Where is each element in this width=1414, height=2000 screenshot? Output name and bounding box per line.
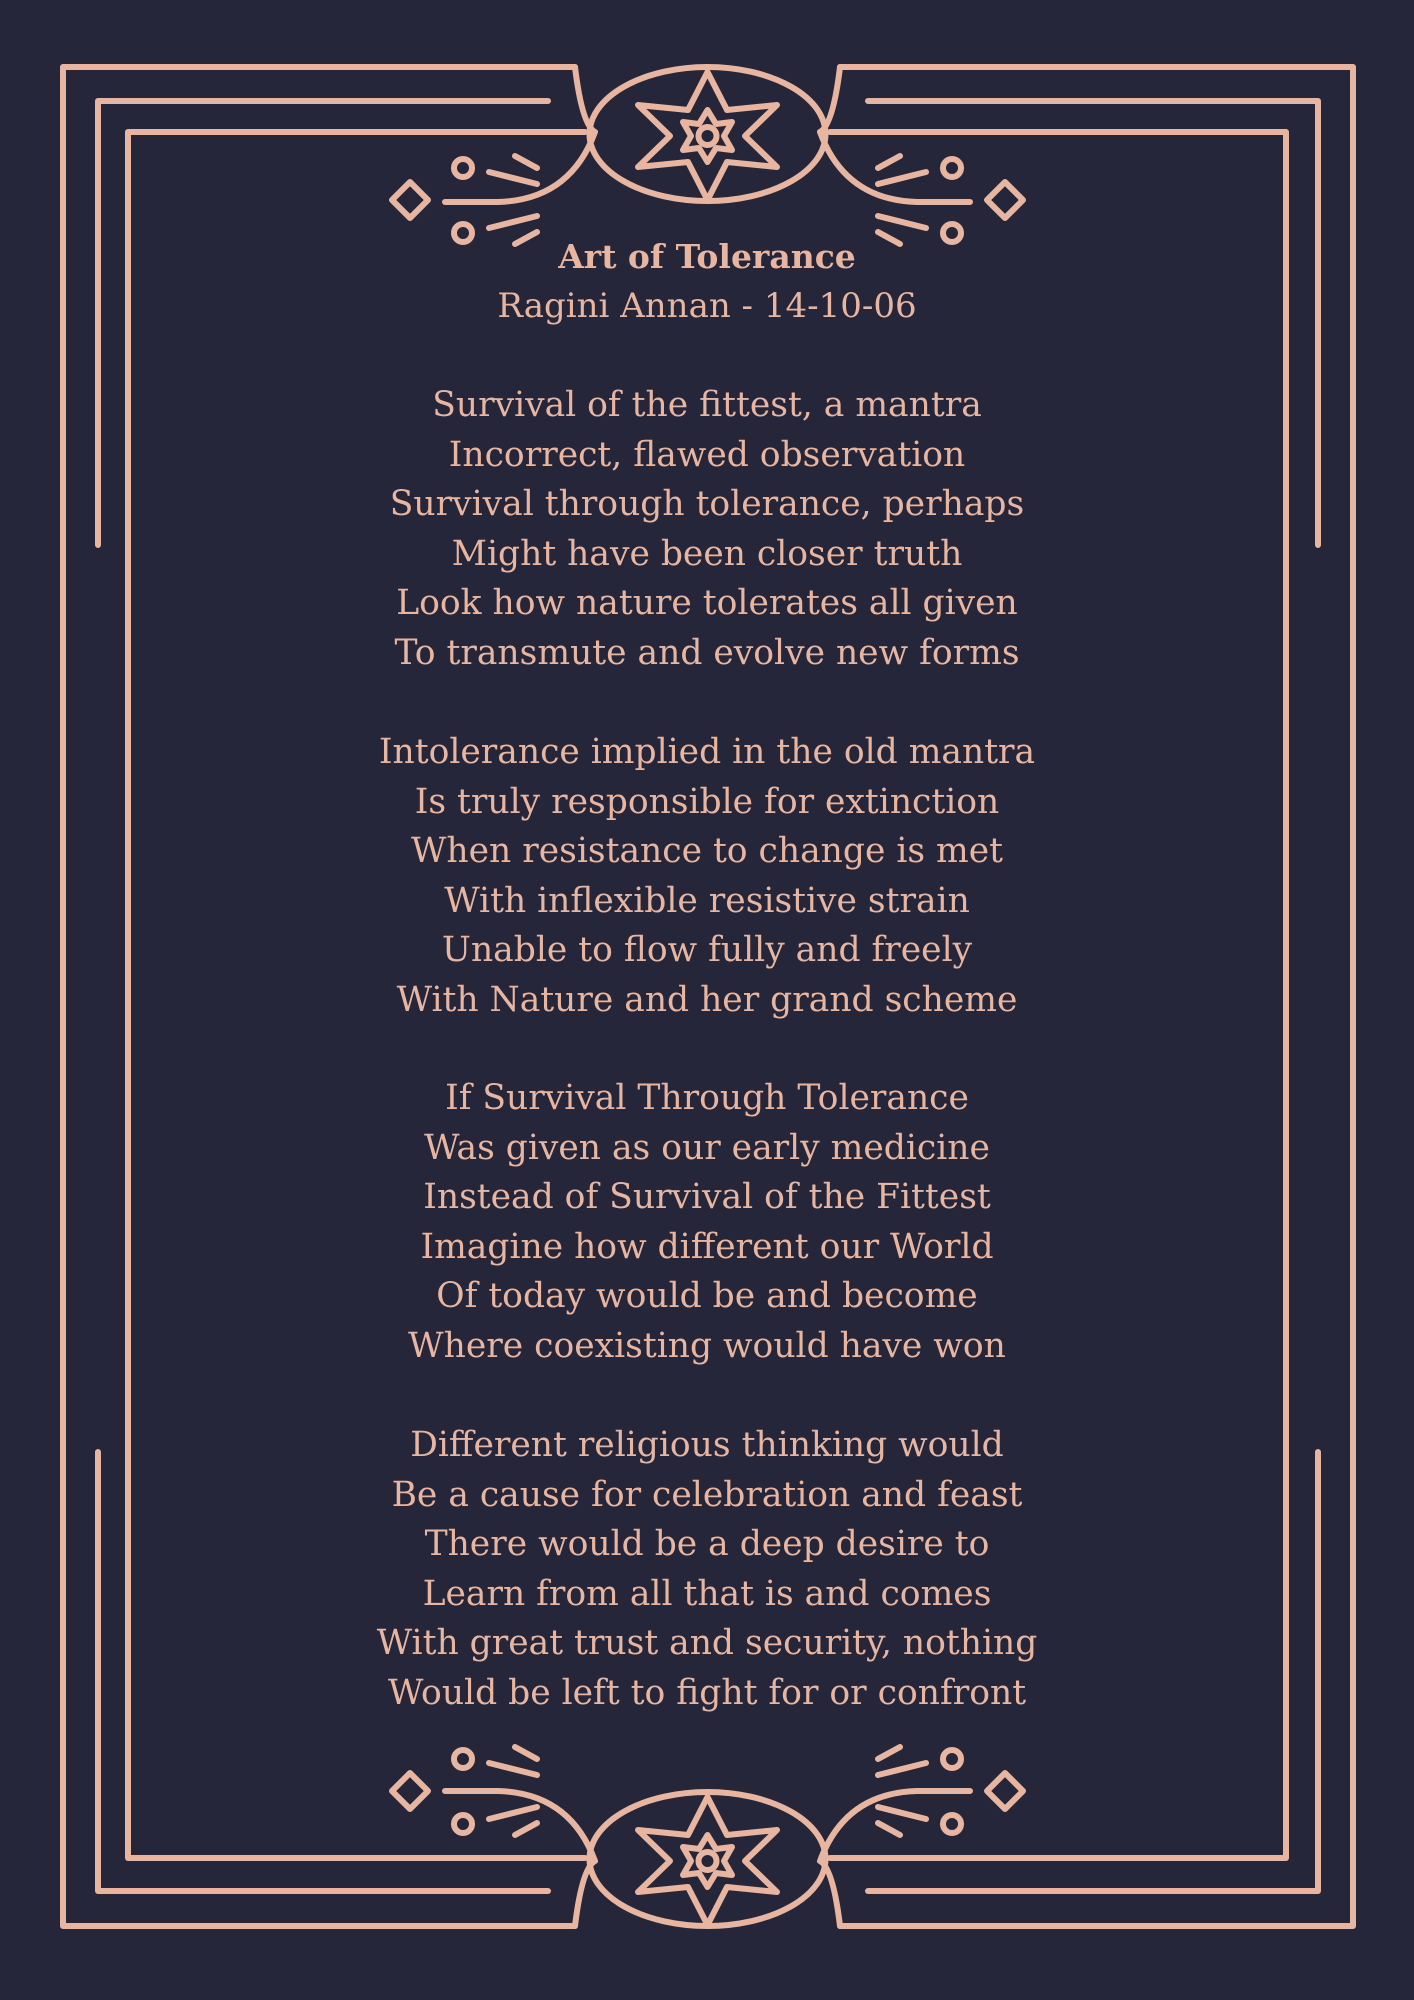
circle-icon: [943, 159, 961, 177]
diamond-icon: [392, 1773, 428, 1809]
poem-line: Incorrect, flawed observation: [448, 434, 966, 475]
diamond-icon: [987, 1773, 1023, 1809]
poem-line: Different religious thinking would: [410, 1425, 1004, 1465]
poem-line: Of today would be and become: [436, 1276, 978, 1316]
poem-line: Learn from all that is and comes: [422, 1573, 992, 1614]
poem-line: Be a cause for celebration and feast: [391, 1474, 1023, 1515]
poem-line: With inflexible resistive strain: [444, 880, 970, 921]
poem-line: Look how nature tolerates all given: [396, 583, 1018, 623]
circle-icon: [454, 159, 472, 177]
poem-line: If Survival Through Tolerance: [445, 1078, 969, 1118]
poem-line: When resistance to change is met: [410, 831, 1004, 871]
stanza: [0, 1421, 1414, 1718]
stanza: [0, 381, 1414, 678]
poem-line: With great trust and security, nothing: [376, 1623, 1038, 1663]
circle-icon: [454, 1750, 472, 1768]
circle-icon: [454, 1815, 472, 1833]
circle-icon: [943, 1815, 961, 1833]
poem-line: Survival of the fittest, a mantra: [432, 385, 982, 425]
diamond-icon: [987, 182, 1023, 218]
circle-icon: [943, 1750, 961, 1768]
poem-line: With Nature and her grand scheme: [396, 979, 1018, 1020]
poem-line: Survival through tolerance, perhaps: [389, 484, 1025, 524]
poem-line: Might have been closer truth: [451, 533, 963, 574]
stanza: [0, 1074, 1414, 1371]
poem-line: Was given as our early medicine: [424, 1127, 990, 1168]
poem-byline: Ragini Annan - 14-10-06: [497, 286, 917, 326]
poem-line: To transmute and evolve new forms: [394, 632, 1020, 673]
poem-line: Unable to flow fully and freely: [441, 930, 973, 970]
poem-line: Imagine how different our World: [420, 1226, 994, 1267]
poem-line: Would be left to fight for or confront: [387, 1672, 1027, 1713]
poem-line: Intolerance implied in the old mantra: [378, 732, 1036, 772]
poem-line: Where coexisting would have won: [408, 1325, 1006, 1366]
stanza: [0, 728, 1414, 1025]
diamond-icon: [392, 182, 428, 218]
poem-line: Is truly responsible for extinction: [414, 781, 1000, 822]
poem-title: Art of Tolerance: [558, 237, 856, 276]
poem-line: Instead of Survival of the Fittest: [423, 1177, 991, 1217]
poem-line: There would be a deep desire to: [424, 1524, 990, 1564]
